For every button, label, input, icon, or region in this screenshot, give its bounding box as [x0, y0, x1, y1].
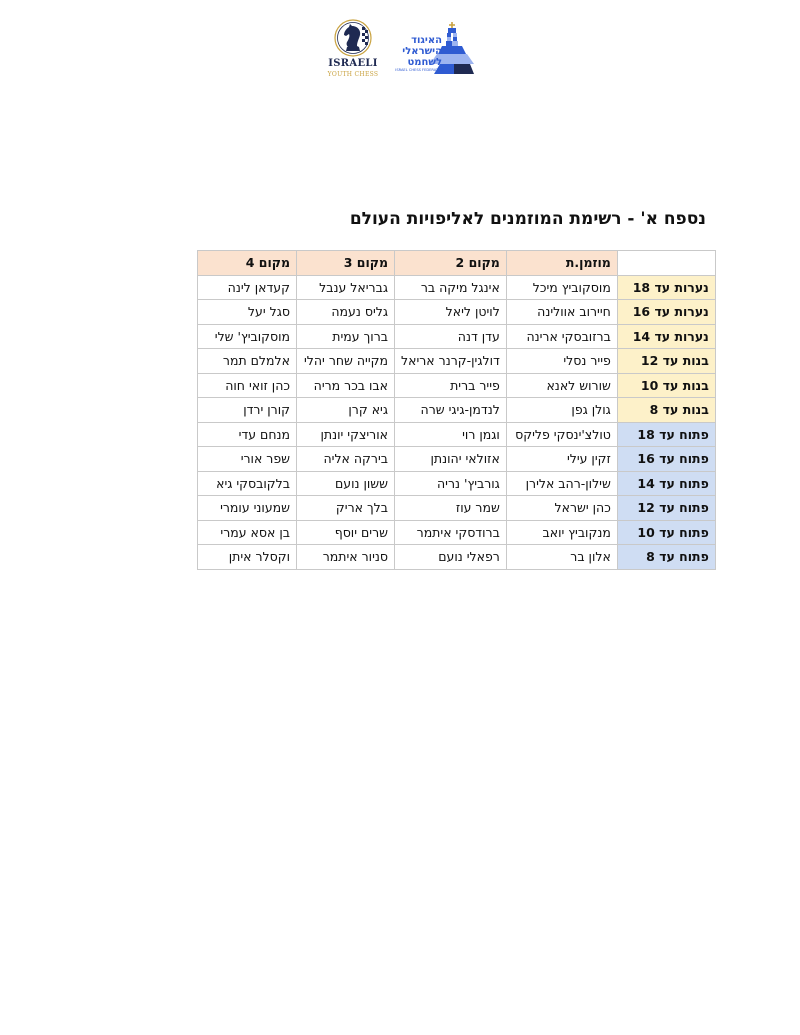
- place-4-cell: כהן זואי חוה: [198, 373, 297, 398]
- place-4-cell: בלקובסקי גיא: [198, 471, 297, 496]
- invitee-cell: כהן ישראל: [506, 496, 617, 521]
- table-row: [198, 324, 716, 349]
- table-header-row: [198, 251, 716, 276]
- chess-knight-icon: [326, 18, 380, 58]
- place-3-cell: בלך אריק: [297, 496, 395, 521]
- place-2-cell: לויטן ליאל: [395, 300, 507, 325]
- israeli-youth-chess-logo: [326, 18, 380, 80]
- place-4-cell: קורן ירדן: [198, 398, 297, 423]
- table-row: [198, 300, 716, 325]
- invitee-cell: חיירוב אוולינה: [506, 300, 617, 325]
- invitee-cell: גולן גפן: [506, 398, 617, 423]
- place-3-cell: ששון נועם: [297, 471, 395, 496]
- place-4-cell: מנחם עדי: [198, 422, 297, 447]
- place-2-cell: פייר ברית: [395, 373, 507, 398]
- table-row: [198, 422, 716, 447]
- category-cell: נערות עד 16: [617, 300, 715, 325]
- category-cell: נערות עד 18: [617, 275, 715, 300]
- category-cell: בנות עד 10: [617, 373, 715, 398]
- place-2-cell: ברודסקי איתמר: [395, 520, 507, 545]
- invitee-cell: פייר נסלי: [506, 349, 617, 374]
- table-row: [198, 545, 716, 570]
- place-3-cell: אוריצקי יונתן: [297, 422, 395, 447]
- place-2-cell: גורביץ' נריה: [395, 471, 507, 496]
- table-row: [198, 520, 716, 545]
- place-4-cell: וקסלר איתן: [198, 545, 297, 570]
- header-cell-corner: [617, 251, 715, 276]
- place-3-cell: ברוך עמית: [297, 324, 395, 349]
- place-4-cell: שמעוני עומרי: [198, 496, 297, 521]
- invitee-cell: ברזובסקי ארינה: [506, 324, 617, 349]
- invitee-cell: זקין עילי: [506, 447, 617, 472]
- category-cell: פתוח עד 8: [617, 545, 715, 570]
- place-3-cell: סניור איתמר: [297, 545, 395, 570]
- invitee-cell: טולצ'ינסקי פליקס: [506, 422, 617, 447]
- invitee-cell: שילון-רהב אלירן: [506, 471, 617, 496]
- header-cell-place-4: מקום 4: [198, 251, 297, 276]
- header-cell-place-2: מקום 2: [395, 251, 507, 276]
- invitee-cell: מנקוביץ יואב: [506, 520, 617, 545]
- category-cell: נערות עד 14: [617, 324, 715, 349]
- place-3-cell: אבו בכר מריה: [297, 373, 395, 398]
- table-row: [198, 471, 716, 496]
- place-4-cell: סגל יעל: [198, 300, 297, 325]
- federation-english-name: ISRAEL CHESS FEDERATION: [395, 68, 445, 72]
- page-title: נספח א' - רשימת המוזמנים לאליפויות העולם: [349, 209, 706, 229]
- place-2-cell: אזולאי יהונתן: [395, 447, 507, 472]
- place-3-cell: גיא קרן: [297, 398, 395, 423]
- table-row: [198, 496, 716, 521]
- place-2-cell: שמר עוז: [395, 496, 507, 521]
- place-4-cell: שפר אורי: [198, 447, 297, 472]
- place-2-cell: דולגין-קרנר אריאל: [395, 349, 507, 374]
- invitees-table: [197, 250, 716, 570]
- category-cell: בנות עד 12: [617, 349, 715, 374]
- place-3-cell: שרים יוסף: [297, 520, 395, 545]
- place-4-cell: קעדאן לינה: [198, 275, 297, 300]
- place-2-cell: לנדמן-גיגי שרה: [395, 398, 507, 423]
- israel-chess-federation-logo: [392, 18, 476, 78]
- place-3-cell: גבריאל ענבל: [297, 275, 395, 300]
- youth-logo-word1: ISRAELI: [328, 58, 378, 69]
- table-row: [198, 349, 716, 374]
- invitee-cell: שורוש לאנא: [506, 373, 617, 398]
- place-2-cell: אינגל מיקה בר: [395, 275, 507, 300]
- category-cell: פתוח עד 16: [617, 447, 715, 472]
- place-3-cell: בירקה אליה: [297, 447, 395, 472]
- place-4-cell: מוסקוביץ' שלי: [198, 324, 297, 349]
- place-3-cell: מקייה שחר יהלי: [297, 349, 395, 374]
- place-3-cell: גליס נעמה: [297, 300, 395, 325]
- table-row: [198, 373, 716, 398]
- table-row: [198, 398, 716, 423]
- place-2-cell: עדן דנה: [395, 324, 507, 349]
- header-cell-place-3: מקום 3: [297, 251, 395, 276]
- place-4-cell: אלמלם תמר: [198, 349, 297, 374]
- table-row: [198, 447, 716, 472]
- category-cell: פתוח עד 14: [617, 471, 715, 496]
- table-body: [198, 275, 716, 569]
- invitee-cell: מוסקוביץ מיכל: [506, 275, 617, 300]
- table-row: [198, 275, 716, 300]
- place-2-cell: רפאלי נועם: [395, 545, 507, 570]
- header-cell-invitee: מוזמן.ת: [506, 251, 617, 276]
- category-cell: פתוח עד 18: [617, 422, 715, 447]
- place-4-cell: בן אסא עמרי: [198, 520, 297, 545]
- logo-bar: [0, 18, 800, 84]
- place-2-cell: וגמן רוי: [395, 422, 507, 447]
- category-cell: פתוח עד 10: [617, 520, 715, 545]
- category-cell: פתוח עד 12: [617, 496, 715, 521]
- youth-logo-word2: YOUTH CHESS: [327, 71, 379, 78]
- invitee-cell: אלון בר: [506, 545, 617, 570]
- category-cell: בנות עד 8: [617, 398, 715, 423]
- federation-name: האיגוד הישראלי לשחמט: [402, 35, 442, 68]
